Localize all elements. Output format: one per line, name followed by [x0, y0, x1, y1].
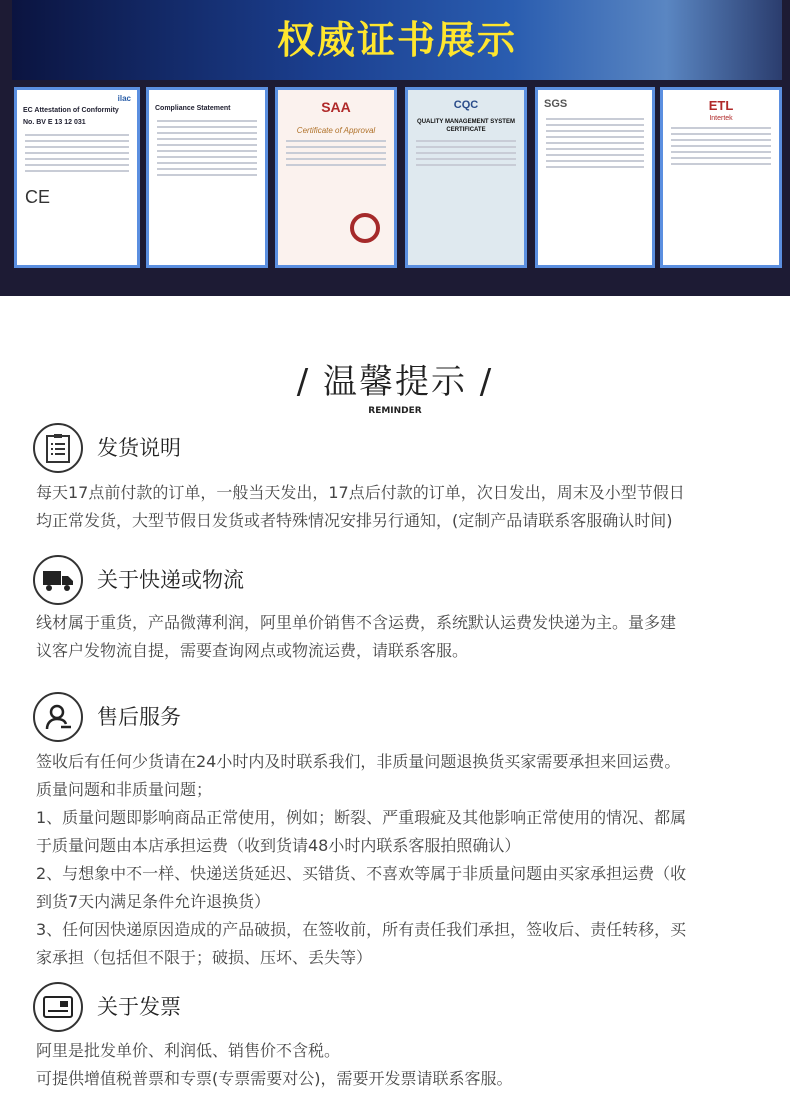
section-title-shipping: 发货说明 — [97, 436, 181, 460]
section-text-after-sales — [36, 748, 686, 972]
section-text-shipping — [36, 479, 685, 535]
text-line: 签收后有任何少货请在24小时内及时联系我们，非质量问题退换货买家需要承担来回运费。 — [36, 752, 681, 771]
ce-mark-icon: CE — [25, 187, 51, 207]
text-line: 家承担（包括但不限于；破损、压坏、丢失等） — [36, 948, 373, 967]
text-line: 到货7天内满足条件允许退换货） — [36, 892, 271, 911]
sgs-logo: SGS — [544, 98, 568, 110]
cert-number: No. BV E 13 12 031 — [23, 119, 86, 126]
section-title-logistics: 关于快递或物流 — [97, 568, 244, 592]
invoice-icon — [33, 982, 83, 1032]
section-title-after-sales: 售后服务 — [97, 705, 181, 729]
text-line: 线材属于重货，产品微薄利润，阿里单价销售不含运费，系统默认运费发快递为主。量多建 — [36, 613, 677, 632]
seal-icon — [350, 213, 380, 243]
cert-title: EC Attestation of Conformity — [23, 107, 119, 114]
text-line: 于质量问题由本店承担运费（收到货请48小时内联系客服拍照确认） — [36, 836, 521, 855]
title-band — [12, 0, 782, 80]
text-line: 均正常发货，大型节假日发货或者特殊情况安排另行通知，(定制产品请联系客服确认时间) — [36, 511, 673, 530]
certificate-saa — [275, 87, 397, 268]
certificate-etl — [660, 87, 782, 268]
certificate-ec — [14, 87, 140, 268]
section-text-logistics — [36, 609, 676, 665]
text-line: 质量问题和非质量问题； — [36, 780, 213, 799]
saa-logo: SAA — [321, 99, 351, 115]
cert-subtitle: Certificate of Approval — [296, 126, 376, 135]
certificates-banner — [0, 0, 790, 296]
text-line: 阿里是批发单价、利润低、销售价不含税。 — [36, 1041, 341, 1060]
cert-title: Compliance Statement — [155, 105, 231, 112]
banner-title: 权威证书展示 — [276, 18, 517, 62]
section-title-invoice: 关于发票 — [97, 995, 181, 1019]
intertek-logo: Intertek — [709, 115, 733, 122]
reminder-subtitle: REMINDER — [368, 406, 422, 416]
certificate-sgs — [535, 87, 655, 268]
text-line: 每天17点前付款的订单，一般当天发出，17点后付款的订单，次日发出，周末及小型节假日 — [36, 483, 685, 502]
etl-logo: ETL — [708, 98, 734, 113]
reminder-title: / 温馨提示 / — [296, 362, 494, 402]
customer-service-icon — [33, 692, 83, 742]
section-text-invoice — [36, 1037, 513, 1093]
cert-subtitle: QUALITY MANAGEMENT SYSTEM CERTIFICATE — [417, 119, 515, 133]
truck-icon — [33, 555, 83, 605]
text-line: 3、任何因快递原因造成的产品破损，在签收前，所有责任我们承担，签收后、责任转移，买 — [36, 920, 687, 939]
certificate-cqc — [405, 87, 527, 268]
text-line: 议客户发物流自提，需要查询网点或物流运费，请联系客服。 — [36, 641, 469, 660]
certificate-compliance — [146, 87, 268, 268]
clipboard-icon — [33, 423, 83, 473]
text-line: 2、与想象中不一样、快递送货延迟、买错货、不喜欢等属于非质量问题由买家承担运费（收 — [36, 864, 687, 883]
cqc-logo: CQC — [453, 99, 479, 111]
text-line: 可提供增值税普票和专票(专票需要对公)，需要开发票请联系客服。 — [36, 1069, 513, 1088]
text-line: 1、质量问题即影响商品正常使用，例如；断裂、严重瑕疵及其他影响正常使用的情况、都属 — [36, 808, 687, 827]
ilac-logo: ilac — [117, 94, 131, 103]
